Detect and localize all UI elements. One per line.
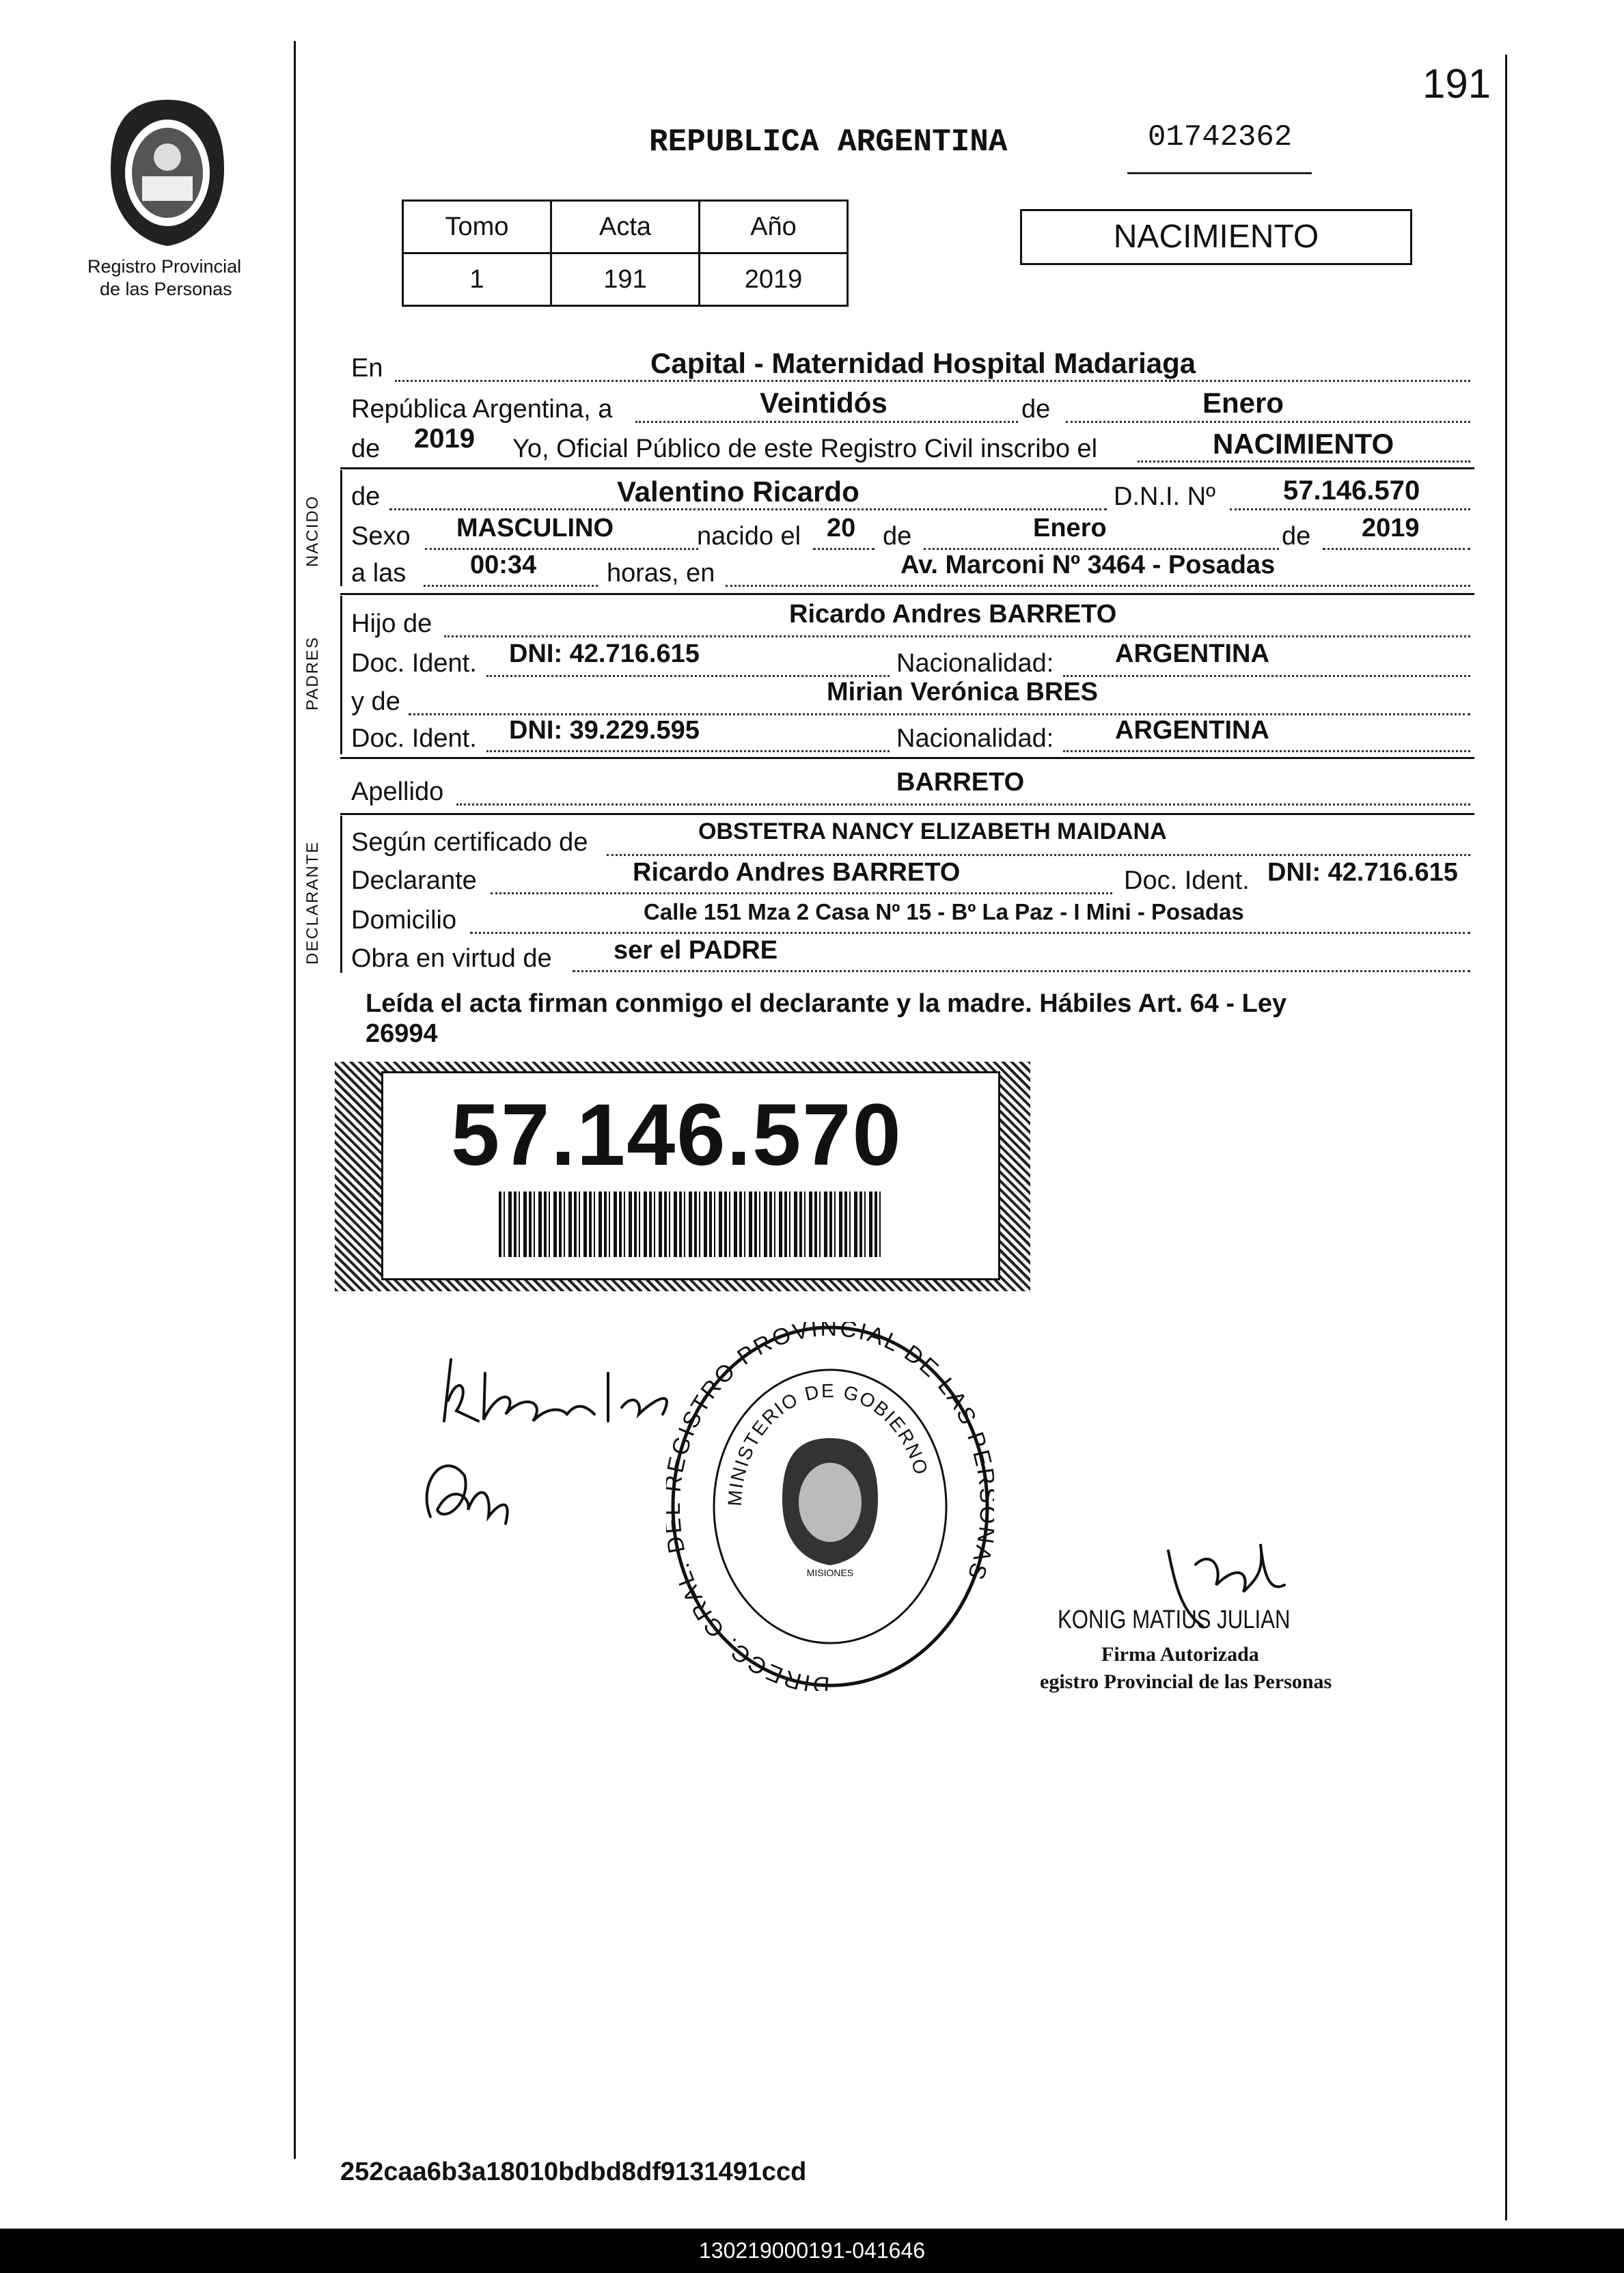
note-line-2: 26994 bbox=[366, 1019, 438, 1048]
table-cell: 191 bbox=[551, 253, 700, 306]
official-title: Firma Autorizada bbox=[1101, 1643, 1259, 1666]
mother-name: Mirian Verónica BRES bbox=[827, 678, 1099, 706]
birth-year: 2019 bbox=[1362, 514, 1420, 542]
year-text: 2019 bbox=[414, 424, 475, 454]
child-sex: MASCULINO bbox=[456, 514, 614, 542]
left-border bbox=[294, 41, 296, 2159]
label-hijo-de: Hijo de bbox=[351, 609, 432, 638]
label-y-de: y de bbox=[351, 687, 400, 716]
declarant-address: Calle 151 Mza 2 Casa Nº 15 - Bº La Paz - I Mini - Posadas bbox=[644, 899, 1244, 924]
father-dni: DNI: 42.716.615 bbox=[509, 639, 700, 668]
label-republica: República Argentina, a bbox=[351, 395, 613, 424]
declarant-signature bbox=[403, 1346, 704, 1551]
mother-dni: DNI: 39.229.595 bbox=[509, 716, 700, 745]
day-text: Veintidós bbox=[760, 387, 887, 419]
month-text: Enero bbox=[1202, 387, 1284, 419]
label-yo-oficial: Yo, Oficial Público de este Registro Civil inscribo el bbox=[512, 435, 1098, 463]
side-label-declarante: DECLARANTE bbox=[303, 840, 322, 965]
official-seal bbox=[666, 1322, 994, 1691]
label-dni: D.N.I. Nº bbox=[1114, 482, 1215, 511]
label-segun: Según certificado de bbox=[351, 828, 588, 857]
label-a-las: a las bbox=[351, 559, 407, 588]
document-type: NACIMIENTO bbox=[1113, 219, 1319, 255]
obra-value: ser el PADRE bbox=[614, 936, 778, 965]
seal-inner-text: MINISTERIO DE GOBIERNO bbox=[724, 1379, 933, 1507]
label-en: En bbox=[351, 354, 383, 383]
page-number: 191 bbox=[1422, 61, 1491, 107]
certificate-issuer: OBSTETRA NANCY ELIZABETH MAIDANA bbox=[698, 818, 1167, 844]
document-hash: 252caa6b3a18010bdbd8df9131491ccd bbox=[340, 2158, 807, 2186]
child-name: Valentino Ricardo bbox=[617, 476, 859, 508]
child-dni: 57.146.570 bbox=[1283, 476, 1420, 506]
registry-line-2: de las Personas bbox=[100, 279, 232, 299]
label-doc-ident: Doc. Ident. bbox=[351, 649, 477, 678]
note-line-1: Leída el acta firman conmigo el declarante y la madre. Hábiles Art. 64 - Ley bbox=[366, 989, 1287, 1018]
label-de-name: de bbox=[351, 482, 381, 511]
father-name: Ricardo Andres BARRETO bbox=[789, 600, 1117, 629]
surname: BARRETO bbox=[896, 768, 1025, 797]
tomo-acta-table bbox=[402, 199, 849, 307]
label-apellido: Apellido bbox=[351, 777, 444, 806]
label-doc-ident-3: Doc. Ident. bbox=[1124, 866, 1250, 895]
label-de-month: de bbox=[1021, 395, 1051, 424]
declarant-name: Ricardo Andres BARRETO bbox=[633, 858, 961, 887]
footer-bar bbox=[0, 2229, 1624, 2273]
label-domicilio: Domicilio bbox=[351, 906, 457, 935]
act-type: NACIMIENTO bbox=[1213, 428, 1394, 460]
label-sexo: Sexo bbox=[351, 522, 411, 551]
father-nationality: ARGENTINA bbox=[1115, 639, 1269, 668]
table-cell: 2019 bbox=[700, 253, 848, 306]
table-cell: 1 bbox=[403, 253, 551, 306]
footer-code: 130219000191-041646 bbox=[699, 2238, 925, 2263]
document-type-box bbox=[1020, 209, 1412, 265]
dni-sticker bbox=[335, 1062, 1030, 1291]
birth-time: 00:34 bbox=[470, 551, 537, 579]
birth-address: Av. Marconi Nº 3464 - Posadas bbox=[900, 551, 1276, 579]
side-label-nacido: NACIDO bbox=[303, 495, 322, 567]
label-horas-en: horas, en bbox=[607, 559, 715, 588]
label-nacionalidad: Nacionalidad: bbox=[896, 649, 1054, 678]
label-nacido-el: nacido el bbox=[697, 522, 801, 551]
side-label-padres: PADRES bbox=[303, 636, 322, 711]
seal-center-text: MISIONES bbox=[806, 1567, 854, 1578]
mother-nationality: ARGENTINA bbox=[1115, 716, 1269, 745]
label-declarante: Declarante bbox=[351, 866, 477, 895]
province-logo bbox=[102, 94, 232, 251]
table-header: Tomo bbox=[403, 201, 551, 253]
serial-number: 01742362 bbox=[1148, 120, 1293, 154]
official-office: egistro Provincial de las Personas bbox=[1040, 1670, 1332, 1693]
birth-place: Capital - Maternidad Hospital Madariaga bbox=[650, 347, 1196, 379]
label-de-3: de bbox=[1282, 522, 1311, 551]
dni-number: 57.146.570 bbox=[451, 1086, 903, 1184]
label-obra: Obra en virtud de bbox=[351, 944, 552, 973]
serial-underline bbox=[1127, 172, 1312, 174]
label-doc-ident-2: Doc. Ident. bbox=[351, 724, 477, 753]
registry-line-1: Registro Provincial bbox=[87, 256, 242, 277]
label-de-2: de bbox=[883, 522, 912, 551]
seal-ring-text: DIRECC. GRAL. GISTRO PROVINCIAL DE LAS PE AS - bbox=[666, 1322, 994, 1691]
label-nacionalidad-2: Nacionalidad: bbox=[896, 724, 1054, 753]
right-border bbox=[1505, 55, 1507, 2220]
dni-barcode bbox=[499, 1191, 881, 1257]
table-header: Acta bbox=[551, 201, 700, 253]
country-title: REPUBLICA ARGENTINA bbox=[649, 124, 1008, 160]
birth-month: Enero bbox=[1033, 514, 1107, 542]
table-header: Año bbox=[700, 201, 848, 253]
label-de-year: de bbox=[351, 435, 381, 463]
official-name: KONIG MATIUS JULIAN bbox=[1058, 1606, 1291, 1634]
birth-day: 20 bbox=[827, 514, 856, 542]
declarant-dni: DNI: 42.716.615 bbox=[1267, 858, 1458, 887]
